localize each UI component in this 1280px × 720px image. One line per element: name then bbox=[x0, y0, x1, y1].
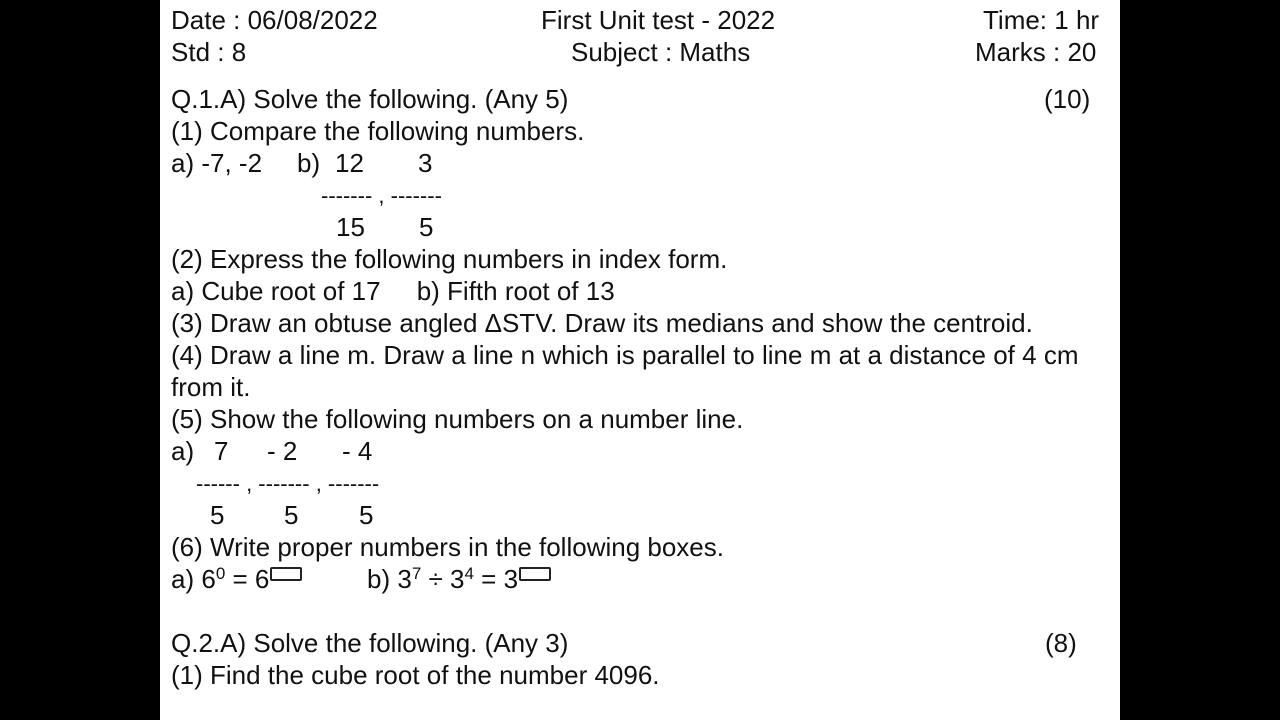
q1-p4-text-line2: from it. bbox=[171, 372, 251, 402]
q1-p1-fraction-bars: ------- , ------- bbox=[321, 183, 442, 208]
q1-p6-b-exponent-1: 7 bbox=[411, 564, 422, 583]
q1-p5-option-a-label: a) bbox=[171, 436, 195, 466]
q1-p6-text: (6) Write proper numbers in the following boxes. bbox=[171, 532, 724, 562]
q1-p1-b-numerator-1: 12 bbox=[335, 148, 364, 178]
q1-p6-a-exponent: 0 bbox=[215, 564, 226, 583]
exam-subject: Subject : Maths bbox=[571, 37, 751, 67]
q1-p5-denominator-3: 5 bbox=[359, 500, 374, 530]
q1-p1-b-denominator-1: 15 bbox=[336, 212, 365, 242]
answer-box-a bbox=[270, 567, 302, 581]
q1-p6-option-b: b) $3^7 \div 3^4 = 3$ bbox=[367, 563, 551, 599]
q2-marks: (8) bbox=[1045, 628, 1077, 658]
q1-p1-text: (1) Compare the following numbers. bbox=[171, 116, 585, 146]
q1-p3-text: (3) Draw an obtuse angled ΔSTV. Draw its medians and show the centroid. bbox=[171, 308, 1033, 338]
q1-p5-numerator-2: - 2 bbox=[267, 436, 298, 466]
q1-p4-text-line1: (4) Draw a line m. Draw a line n which is parallel to line m at a distance of 4 cm bbox=[171, 340, 1079, 370]
q1-p5-text: (5) Show the following numbers on a number line. bbox=[171, 404, 744, 434]
q1-p1-b-denominator-2: 5 bbox=[419, 212, 434, 242]
q1-marks: (10) bbox=[1044, 84, 1091, 114]
q1-p2-text: (2) Express the following numbers in index form. bbox=[171, 244, 728, 274]
q2-heading: Q.2.A) Solve the following. (Any 3) bbox=[171, 628, 569, 658]
q1-p1-option-b-label: b) bbox=[297, 148, 321, 178]
q1-p6-option-a: a) $6^0 = 6$ bbox=[171, 563, 302, 599]
q1-p5-fraction-bars: ------ , ------- , ------- bbox=[196, 471, 380, 496]
q1-p5-numerator-3: - 4 bbox=[342, 436, 373, 466]
exam-time: Time: 1 hr bbox=[983, 5, 1100, 35]
q1-p1-option-a: a) -7, -2 bbox=[171, 148, 263, 178]
exam-marks: Marks : 20 bbox=[975, 37, 1097, 67]
q1-p6-b-exponent-2: 4 bbox=[464, 564, 474, 583]
q1-p5-denominator-2: 5 bbox=[284, 500, 299, 530]
q1-p5-denominator-1: 5 bbox=[210, 500, 225, 530]
q1-p2-options: a) Cube root of 17 b) Fifth root of 13 bbox=[171, 276, 615, 306]
answer-box-b bbox=[519, 567, 551, 581]
exam-paper bbox=[160, 0, 1120, 720]
q1-p5-numerator-1: 7 bbox=[214, 436, 229, 466]
exam-title: First Unit test - 2022 bbox=[541, 5, 776, 35]
q2-p1-text: (1) Find the cube root of the number 4096. bbox=[171, 660, 660, 690]
exam-date: Date : 06/08/2022 bbox=[171, 5, 378, 35]
exam-std: Std : 8 bbox=[171, 37, 247, 67]
q1-heading: Q.1.A) Solve the following. (Any 5) bbox=[171, 84, 569, 114]
q1-p1-b-numerator-2: 3 bbox=[418, 148, 433, 178]
